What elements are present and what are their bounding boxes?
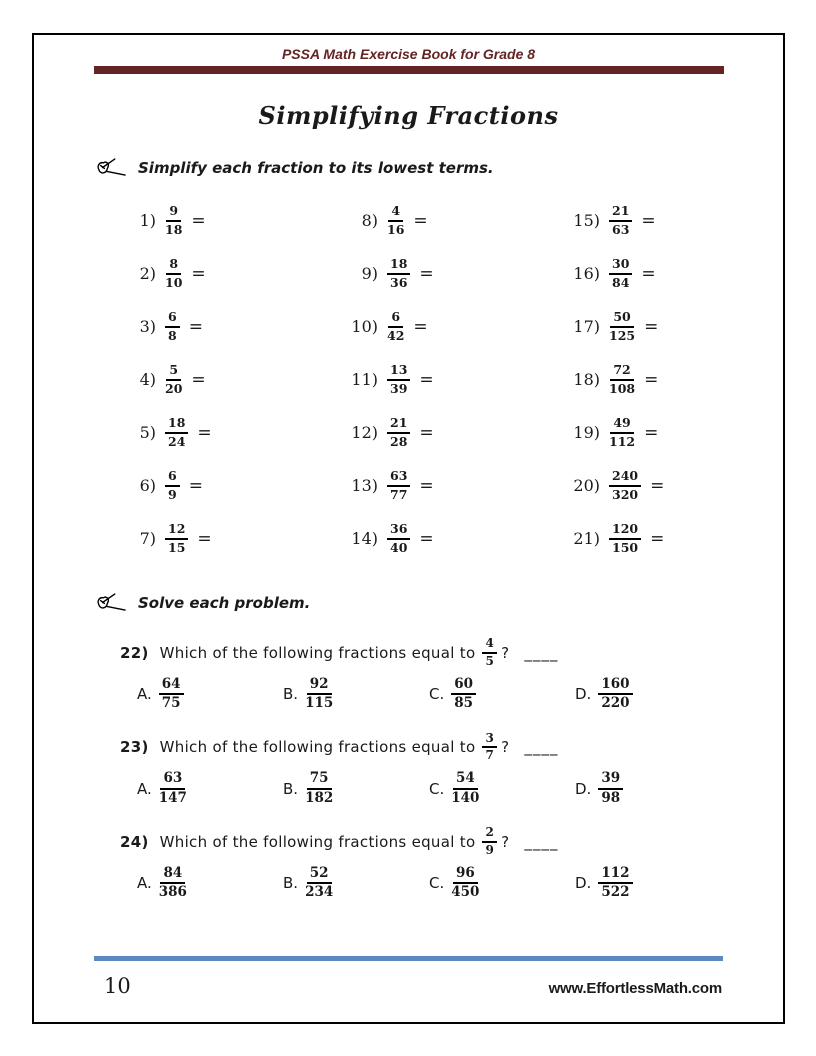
- choice-d: [575, 677, 721, 712]
- fraction: [387, 257, 410, 290]
- denominator: 5: [485, 653, 495, 668]
- problem-18: [564, 363, 794, 396]
- problem-number: 6): [139, 476, 156, 495]
- fraction: [451, 677, 476, 712]
- choice-c: [429, 866, 575, 901]
- denominator: 220: [601, 695, 630, 712]
- choice-letter: B.: [283, 779, 299, 798]
- problem-11: [342, 363, 564, 396]
- numerator: 54: [453, 771, 478, 790]
- numerator: 9: [166, 204, 181, 221]
- fraction: [305, 771, 333, 806]
- numerator: 2: [482, 826, 497, 843]
- problem-number: 12): [351, 423, 378, 442]
- denominator: 140: [451, 789, 480, 806]
- problem-6: [120, 469, 342, 502]
- numerator: 3: [482, 732, 497, 749]
- fraction-problems-grid: [120, 194, 783, 565]
- numerator: 8: [166, 257, 181, 274]
- fraction: [609, 310, 635, 343]
- problem-15: [564, 204, 794, 237]
- problem-number: 9): [361, 264, 378, 283]
- question-line: [120, 826, 783, 858]
- choice-letter: A.: [137, 874, 152, 893]
- numerator: 6: [165, 310, 180, 327]
- problem-number: 22): [120, 643, 149, 662]
- fraction: [165, 469, 180, 502]
- choice-letter: B.: [283, 685, 299, 704]
- equals-sign: =: [197, 528, 212, 549]
- problem-number: 3): [139, 317, 156, 336]
- numerator: 120: [609, 522, 641, 539]
- choice-a: [137, 771, 283, 806]
- choice-letter: D.: [575, 779, 592, 798]
- denominator: 450: [451, 884, 480, 901]
- fraction: [609, 522, 641, 555]
- equals-sign: =: [650, 475, 665, 496]
- fraction: [305, 866, 333, 901]
- equals-sign: =: [419, 528, 434, 549]
- equals-sign: =: [419, 263, 434, 284]
- problem-17: [564, 310, 794, 343]
- word-problem-22: [34, 637, 783, 712]
- question-text: Which of the following fractions equal to: [159, 738, 476, 757]
- fraction: [159, 677, 184, 712]
- fraction: [165, 522, 188, 555]
- numerator: 6: [165, 469, 180, 486]
- denominator: 182: [305, 789, 334, 806]
- problem-2: [120, 257, 342, 290]
- book-title: PSSA Math Exercise Book for Grade 8: [281, 46, 536, 62]
- fraction: [609, 469, 641, 502]
- problem-number: 15): [573, 211, 600, 230]
- numerator: 36: [387, 522, 410, 539]
- problem-20: [564, 469, 794, 502]
- denominator: 39: [390, 380, 408, 396]
- fraction: [451, 866, 479, 901]
- numerator: 84: [160, 866, 185, 885]
- fraction: [165, 416, 188, 449]
- denominator: 77: [390, 486, 408, 502]
- instruction-text: Simplify each fraction to its lowest terms.: [138, 158, 494, 177]
- target-fraction: [482, 732, 497, 764]
- problem-16: [564, 257, 794, 290]
- equals-sign: =: [188, 475, 203, 496]
- question-text: Which of the following fractions equal to: [159, 833, 476, 852]
- denominator: 320: [612, 486, 639, 502]
- numerator: 92: [307, 677, 332, 696]
- fraction: [598, 677, 632, 712]
- fraction: [387, 363, 410, 396]
- footer-divider-line: [94, 956, 723, 961]
- choice-letter: C.: [429, 779, 445, 798]
- fraction: [387, 522, 410, 555]
- numerator: 12: [165, 522, 188, 539]
- numerator: 160: [598, 677, 632, 696]
- problem-number: 16): [573, 264, 600, 283]
- choices-row: [137, 771, 783, 806]
- problem-number: 11): [351, 370, 378, 389]
- choice-b: [283, 866, 429, 901]
- denominator: 15: [168, 539, 186, 555]
- numerator: 21: [387, 416, 410, 433]
- denominator: 85: [454, 695, 474, 712]
- equals-sign: =: [644, 369, 659, 390]
- choices-row: [137, 866, 783, 901]
- problem-number: 1): [139, 211, 156, 230]
- denominator: 18: [165, 221, 183, 237]
- choice-b: [283, 677, 429, 712]
- numerator: 13: [387, 363, 410, 380]
- fraction: [609, 257, 632, 290]
- equals-sign: =: [191, 369, 206, 390]
- numerator: 63: [387, 469, 410, 486]
- numerator: 50: [610, 310, 633, 327]
- equals-sign: =: [644, 422, 659, 443]
- website-url: www.EffortlessMath.com: [548, 980, 722, 997]
- denominator: 24: [168, 433, 186, 449]
- fraction: [387, 204, 404, 237]
- denominator: 20: [165, 380, 183, 396]
- denominator: 115: [305, 695, 334, 712]
- equals-sign: =: [641, 210, 656, 231]
- fraction: [598, 866, 632, 901]
- numerator: 39: [598, 771, 623, 790]
- equals-sign: =: [191, 263, 206, 284]
- problem-number: 5): [139, 423, 156, 442]
- instruction-row-solve: [95, 592, 783, 613]
- problem-number: 10): [351, 317, 378, 336]
- problem-3: [120, 310, 342, 343]
- numerator: 72: [610, 363, 633, 380]
- equals-sign: =: [644, 316, 659, 337]
- choice-letter: C.: [429, 874, 445, 893]
- equals-sign: =: [188, 316, 203, 337]
- choice-letter: B.: [283, 874, 299, 893]
- equals-sign: =: [191, 210, 206, 231]
- numerator: 21: [609, 204, 632, 221]
- equals-sign: =: [419, 369, 434, 390]
- page-title: Simplifying Fractions: [258, 101, 559, 130]
- denominator: 63: [612, 221, 630, 237]
- page-number: 10: [104, 974, 131, 998]
- denominator: 386: [158, 884, 187, 901]
- maroon-bar: [94, 66, 724, 74]
- choice-letter: D.: [575, 685, 592, 704]
- page-frame: [32, 33, 785, 1024]
- problem-14: [342, 522, 564, 555]
- fraction: [609, 363, 635, 396]
- choice-c: [429, 771, 575, 806]
- denominator: 7: [485, 748, 495, 763]
- denominator: 40: [390, 539, 408, 555]
- problem-number: 14): [351, 529, 378, 548]
- choice-c: [429, 677, 575, 712]
- question-mark: ?: [501, 643, 510, 662]
- denominator: 10: [165, 274, 183, 290]
- problem-number: 23): [120, 738, 149, 757]
- choice-d: [575, 771, 721, 806]
- problem-21: [564, 522, 794, 555]
- denominator: 75: [161, 695, 181, 712]
- equals-sign: =: [419, 475, 434, 496]
- problem-13: [342, 469, 564, 502]
- fraction: [598, 771, 623, 806]
- equals-sign: =: [413, 316, 428, 337]
- problem-12: [342, 416, 564, 449]
- fraction: [165, 257, 182, 290]
- problem-5: [120, 416, 342, 449]
- problem-9: [342, 257, 564, 290]
- problem-number: 13): [351, 476, 378, 495]
- denominator: 16: [387, 221, 405, 237]
- problem-number: 7): [139, 529, 156, 548]
- numerator: 4: [482, 637, 497, 654]
- fraction: [387, 469, 410, 502]
- problem-19: [564, 416, 794, 449]
- numerator: 52: [307, 866, 332, 885]
- numerator: 49: [610, 416, 633, 433]
- word-problem-24: [34, 826, 783, 901]
- footer: [34, 974, 783, 998]
- equals-sign: =: [413, 210, 428, 231]
- writing-hand-icon: [95, 157, 127, 178]
- fraction: [387, 310, 404, 343]
- word-problems-section: [34, 637, 783, 901]
- choice-a: [137, 866, 283, 901]
- writing-hand-icon: [95, 592, 127, 613]
- denominator: 150: [612, 539, 639, 555]
- equals-sign: =: [650, 528, 665, 549]
- problem-number: 21): [573, 529, 600, 548]
- numerator: 96: [453, 866, 478, 885]
- denominator: 147: [158, 789, 187, 806]
- question-line: [120, 637, 783, 669]
- fraction: [609, 416, 635, 449]
- numerator: 30: [609, 257, 632, 274]
- numerator: 18: [165, 416, 188, 433]
- problem-4: [120, 363, 342, 396]
- choice-a: [137, 677, 283, 712]
- problem-number: 17): [573, 317, 600, 336]
- fraction: [159, 771, 187, 806]
- equals-sign: =: [197, 422, 212, 443]
- problem-number: 19): [573, 423, 600, 442]
- denominator: 234: [305, 884, 334, 901]
- fraction: [305, 677, 333, 712]
- numerator: 18: [387, 257, 410, 274]
- answer-blank: ____: [524, 738, 559, 757]
- denominator: 522: [601, 884, 630, 901]
- question-mark: ?: [501, 738, 510, 757]
- denominator: 42: [387, 327, 405, 343]
- instruction-row-simplify: [95, 157, 783, 178]
- numerator: 6: [388, 310, 403, 327]
- problem-number: 2): [139, 264, 156, 283]
- problem-7: [120, 522, 342, 555]
- denominator: 9: [168, 486, 177, 502]
- denominator: 8: [168, 327, 177, 343]
- question-text: Which of the following fractions equal to: [159, 643, 476, 662]
- choice-d: [575, 866, 721, 901]
- equals-sign: =: [419, 422, 434, 443]
- answer-blank: ____: [524, 643, 559, 662]
- numerator: 63: [160, 771, 185, 790]
- denominator: 36: [390, 274, 408, 290]
- fraction: [387, 416, 410, 449]
- instruction-text: Solve each problem.: [138, 593, 311, 612]
- numerator: 112: [598, 866, 632, 885]
- denominator: 112: [609, 433, 636, 449]
- numerator: 4: [388, 204, 403, 221]
- problem-1: [120, 204, 342, 237]
- numerator: 60: [451, 677, 476, 696]
- choice-b: [283, 771, 429, 806]
- fraction: [165, 310, 180, 343]
- numerator: 75: [307, 771, 332, 790]
- problem-number: 4): [139, 370, 156, 389]
- problem-number: 18): [573, 370, 600, 389]
- denominator: 125: [609, 327, 636, 343]
- choices-row: [137, 677, 783, 712]
- denominator: 84: [612, 274, 630, 290]
- target-fraction: [482, 637, 497, 669]
- denominator: 9: [485, 843, 495, 858]
- fraction: [451, 771, 479, 806]
- question-line: [120, 732, 783, 764]
- problem-8: [342, 204, 564, 237]
- numerator: 240: [609, 469, 641, 486]
- problem-number: 24): [120, 833, 149, 852]
- problem-number: 20): [573, 476, 600, 495]
- denominator: 98: [601, 789, 621, 806]
- denominator: 108: [609, 380, 636, 396]
- choice-letter: A.: [137, 685, 152, 704]
- choice-letter: D.: [575, 874, 592, 893]
- fraction: [165, 204, 182, 237]
- choice-letter: A.: [137, 779, 152, 798]
- fraction: [165, 363, 182, 396]
- question-mark: ?: [501, 833, 510, 852]
- target-fraction: [482, 826, 497, 858]
- problem-10: [342, 310, 564, 343]
- numerator: 64: [159, 677, 184, 696]
- answer-blank: ____: [524, 833, 559, 852]
- equals-sign: =: [641, 263, 656, 284]
- problem-number: 8): [361, 211, 378, 230]
- fraction: [609, 204, 632, 237]
- denominator: 28: [390, 433, 408, 449]
- word-problem-23: [34, 732, 783, 807]
- fraction: [159, 866, 187, 901]
- numerator: 5: [166, 363, 181, 380]
- choice-letter: C.: [429, 685, 445, 704]
